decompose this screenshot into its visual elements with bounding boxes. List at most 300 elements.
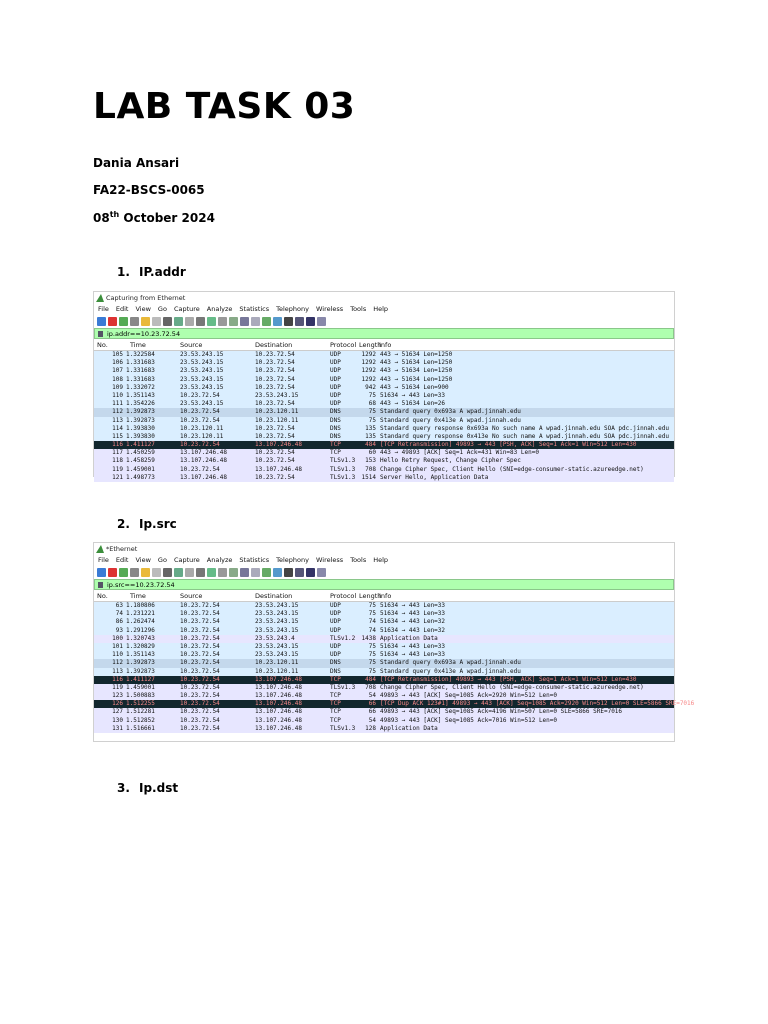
column-header-length[interactable]: Length xyxy=(359,341,382,349)
packet-source: 23.53.243.15 xyxy=(180,367,224,375)
toolbar-button-icon[interactable] xyxy=(306,568,315,577)
toolbar-button-icon[interactable] xyxy=(295,568,304,577)
packet-info: 51634 → 443 Len=32 xyxy=(380,618,446,626)
window-title-bar xyxy=(94,292,674,304)
packet-destination: 23.53.243.15 xyxy=(255,610,299,618)
toolbar-button-icon[interactable] xyxy=(141,568,150,577)
packet-source: 10.23.72.54 xyxy=(180,416,220,424)
submission-date: 08th October 2024 xyxy=(93,210,215,225)
packet-source: 10.23.72.54 xyxy=(180,465,220,473)
packet-info: 49893 → 443 [ACK] Seq=1085 Ack=2920 Win=512 Len=0 xyxy=(380,692,558,700)
packet-info: 443 → 51634 Len=1250 xyxy=(380,359,453,367)
packet-source: 10.23.72.54 xyxy=(180,724,220,732)
toolbar-button-icon[interactable] xyxy=(119,317,128,326)
menu-item[interactable]: Telephony xyxy=(276,556,309,564)
packet-protocol: TCP xyxy=(330,700,341,708)
packet-length: 75 xyxy=(368,416,376,424)
packet-source: 10.23.72.54 xyxy=(180,667,220,675)
packet-time: 1.332072 xyxy=(126,383,155,391)
toolbar-button-icon[interactable] xyxy=(262,317,271,326)
packet-source: 10.23.120.11 xyxy=(180,424,224,432)
packet-info: 49893 → 443 [ACK] Seq=1085 Ack=4196 Win=507 Len=0 SLE=5866 SRE=7016 xyxy=(380,708,623,716)
menu-item[interactable]: Analyze xyxy=(206,305,233,313)
toolbar-button-icon[interactable] xyxy=(251,317,260,326)
wireshark-screenshot-ip-addr xyxy=(93,291,675,481)
packet-info: Standard query response 0x413e No such name A wpad.jinnah.edu SOA pdc.jinnah.edu xyxy=(380,432,669,440)
packet-number: 126 xyxy=(112,700,123,708)
display-filter-input[interactable] xyxy=(94,579,674,590)
packet-destination: 10.23.72.54 xyxy=(255,375,295,383)
packet-destination: 13.107.246.48 xyxy=(255,683,302,691)
toolbar-button-icon[interactable] xyxy=(196,568,205,577)
packet-info: Application Data xyxy=(380,724,438,732)
packet-length: 1292 xyxy=(361,367,376,375)
bookmark-icon[interactable] xyxy=(98,331,103,337)
toolbar-button-icon[interactable] xyxy=(108,317,117,326)
packet-destination: 13.107.246.48 xyxy=(255,724,302,732)
packet-row[interactable] xyxy=(94,457,674,465)
packet-number: 116 xyxy=(112,441,123,449)
packet-info: 51634 → 443 Len=33 xyxy=(380,642,446,650)
packet-info: [TCP Retransmission] 49893 → 443 [PSH, ACK] Seq=1 Ack=1 Win=512 Len=430 xyxy=(380,441,637,449)
packet-destination: 23.53.243.4 xyxy=(255,634,295,642)
column-header-destination[interactable]: Destination xyxy=(255,341,293,349)
packet-length: 942 xyxy=(365,383,376,391)
column-header-time[interactable]: Time xyxy=(130,592,146,600)
packet-info: Standard query 0x693a A wpad.jinnah.edu xyxy=(380,659,521,667)
packet-row[interactable] xyxy=(94,708,674,716)
packet-row[interactable] xyxy=(94,359,674,367)
packet-row[interactable] xyxy=(94,351,674,359)
packet-time: 1.291296 xyxy=(126,626,155,634)
packet-destination: 10.23.72.54 xyxy=(255,449,295,457)
packet-length: 54 xyxy=(368,716,376,724)
toolbar-button-icon[interactable] xyxy=(97,317,106,326)
toolbar-button-icon[interactable] xyxy=(152,317,161,326)
packet-time: 1.392873 xyxy=(126,408,155,416)
packet-protocol: TCP xyxy=(330,441,341,449)
display-filter-value: ip.addr==10.23.72.54 xyxy=(107,330,181,338)
packet-destination: 13.107.246.48 xyxy=(255,692,302,700)
packet-number: 114 xyxy=(112,424,123,432)
packet-info: [TCP Dup ACK 123#1] 49893 → 443 [ACK] Seq=1085 Ack=2920 Win=512 Len=0 SLE=5866 SRE=7016 xyxy=(380,700,695,708)
toolbar-button-icon[interactable] xyxy=(141,317,150,326)
packet-source: 13.107.246.48 xyxy=(180,449,227,457)
packet-time: 1.331683 xyxy=(126,367,155,375)
packet-row[interactable] xyxy=(94,651,674,659)
menu-item[interactable]: Wireless xyxy=(316,305,344,313)
packet-info: Change Cipher Spec, Client Hello (SNI=edge-consumer-static.azureedge.net) xyxy=(380,683,644,691)
column-header-info[interactable]: Info xyxy=(379,592,392,600)
packet-length: 66 xyxy=(368,708,376,716)
packet-number: 107 xyxy=(112,367,123,375)
column-header-destination[interactable]: Destination xyxy=(255,592,293,600)
packet-length: 135 xyxy=(365,424,376,432)
packet-length: 75 xyxy=(368,610,376,618)
packet-destination: 10.23.120.11 xyxy=(255,667,299,675)
menu-item[interactable]: Capture xyxy=(173,305,200,313)
packet-length: 153 xyxy=(365,457,376,465)
column-header-source[interactable]: Source xyxy=(180,592,203,600)
packet-time: 1.351143 xyxy=(126,391,155,399)
display-filter-input[interactable] xyxy=(94,328,674,339)
packet-protocol: TCP xyxy=(330,716,341,724)
packet-source: 10.23.72.54 xyxy=(180,708,220,716)
packet-source: 23.53.243.15 xyxy=(180,383,224,391)
packet-row[interactable] xyxy=(94,376,674,384)
packet-destination: 10.23.120.11 xyxy=(255,416,299,424)
packet-protocol: UDP xyxy=(330,391,341,399)
packet-source: 10.23.72.54 xyxy=(180,659,220,667)
toolbar-button-icon[interactable] xyxy=(108,568,117,577)
packet-row[interactable] xyxy=(94,635,674,643)
section-heading-ip-dst: 3. Ip.dst xyxy=(117,781,179,795)
packet-protocol: TLSv1.3 xyxy=(330,465,356,473)
toolbar-button-icon[interactable] xyxy=(284,568,293,577)
packet-time: 1.392873 xyxy=(126,659,155,667)
packet-row[interactable] xyxy=(94,417,674,425)
packet-info: Server Hello, Application Data xyxy=(380,473,489,481)
menu-item[interactable]: View xyxy=(135,556,151,564)
packet-source: 10.23.72.54 xyxy=(180,441,220,449)
packet-number: 110 xyxy=(112,391,123,399)
column-header-time[interactable]: Time xyxy=(130,341,146,349)
toolbar-button-icon[interactable] xyxy=(130,568,139,577)
menu-item[interactable]: Analyze xyxy=(206,556,233,564)
packet-source: 10.23.72.54 xyxy=(180,651,220,659)
packet-source: 10.23.72.54 xyxy=(180,626,220,634)
packet-length: 75 xyxy=(368,659,376,667)
packet-protocol: DNS xyxy=(330,416,341,424)
packet-destination: 13.107.246.48 xyxy=(255,465,302,473)
packet-time: 1.320829 xyxy=(126,642,155,650)
packet-row[interactable] xyxy=(94,433,674,441)
packet-protocol: DNS xyxy=(330,667,341,675)
menu-item[interactable]: Statistics xyxy=(239,305,270,313)
packet-row[interactable] xyxy=(94,384,674,392)
packet-number: 110 xyxy=(112,651,123,659)
packet-length: 75 xyxy=(368,391,376,399)
packet-length: 66 xyxy=(368,700,376,708)
menu-item[interactable]: Wireless xyxy=(316,556,344,564)
packet-destination: 10.23.72.54 xyxy=(255,367,295,375)
packet-time: 1.354226 xyxy=(126,400,155,408)
packet-number: 111 xyxy=(112,400,123,408)
toolbar-button-icon[interactable] xyxy=(229,568,238,577)
packet-length: 75 xyxy=(368,651,376,659)
packet-time: 1.331683 xyxy=(126,375,155,383)
packet-number: 108 xyxy=(112,375,123,383)
packet-destination: 10.23.72.54 xyxy=(255,400,295,408)
packet-info: Standard query 0x413e A wpad.jinnah.edu xyxy=(380,416,521,424)
column-header-length[interactable]: Length xyxy=(359,592,382,600)
column-header-info[interactable]: Info xyxy=(379,341,392,349)
packet-info: 51634 → 443 Len=32 xyxy=(380,626,446,634)
packet-number: 93 xyxy=(115,626,123,634)
packet-source: 10.23.72.54 xyxy=(180,675,220,683)
bookmark-icon[interactable] xyxy=(98,582,103,588)
packet-row[interactable] xyxy=(94,474,674,482)
packet-row[interactable] xyxy=(94,725,674,733)
packet-number: 130 xyxy=(112,716,123,724)
toolbar-button-icon[interactable] xyxy=(218,568,227,577)
packet-row[interactable] xyxy=(94,602,674,610)
packet-row[interactable] xyxy=(94,643,674,651)
toolbar-button-icon[interactable] xyxy=(196,317,205,326)
packet-row[interactable] xyxy=(94,700,695,708)
packet-row[interactable] xyxy=(94,618,674,626)
window-title-bar xyxy=(94,543,674,555)
section-heading-ip-addr: 1. IP.addr xyxy=(117,265,186,279)
menu-item[interactable]: Go xyxy=(157,556,167,564)
menu-item[interactable]: Go xyxy=(157,305,167,313)
packet-source: 10.23.72.54 xyxy=(180,700,220,708)
packet-source: 10.23.72.54 xyxy=(180,602,220,609)
packet-row[interactable] xyxy=(94,425,674,433)
column-header-protocol[interactable]: Protocol xyxy=(330,592,357,600)
packet-number: 113 xyxy=(112,667,123,675)
registration-number: FA22-BSCS-0065 xyxy=(93,183,205,197)
packet-info: Standard query 0x413e A wpad.jinnah.edu xyxy=(380,667,521,675)
packet-protocol: TLSv1.2 xyxy=(330,634,356,642)
packet-number: 119 xyxy=(112,465,123,473)
packet-row[interactable] xyxy=(94,717,674,725)
packet-protocol: UDP xyxy=(330,359,341,367)
packet-time: 1.512852 xyxy=(126,716,155,724)
menu-item[interactable]: Edit xyxy=(115,305,129,313)
toolbar-button-icon[interactable] xyxy=(152,568,161,577)
packet-length: 1292 xyxy=(361,351,376,358)
packet-source: 10.23.72.54 xyxy=(180,683,220,691)
menu-item[interactable]: Capture xyxy=(173,556,200,564)
toolbar-button-icon[interactable] xyxy=(119,568,128,577)
packet-row[interactable] xyxy=(94,392,674,400)
toolbar-button-icon[interactable] xyxy=(207,568,216,577)
packet-info: 51634 → 443 Len=33 xyxy=(380,651,446,659)
toolbar-button-icon[interactable] xyxy=(130,317,139,326)
packet-length: 484 xyxy=(365,675,376,683)
packet-destination: 23.53.243.15 xyxy=(255,651,299,659)
packet-protocol: UDP xyxy=(330,618,341,626)
toolbar-button-icon[interactable] xyxy=(163,568,172,577)
menu-item[interactable]: Statistics xyxy=(239,556,270,564)
packet-time: 1.411127 xyxy=(126,441,155,449)
packet-destination: 10.23.120.11 xyxy=(255,408,299,416)
packet-length: 1292 xyxy=(361,359,376,367)
packet-number: 112 xyxy=(112,659,123,667)
packet-time: 1.498773 xyxy=(126,473,155,481)
packet-source: 13.107.246.48 xyxy=(180,457,227,465)
packet-time: 1.500883 xyxy=(126,692,155,700)
packet-info: 443 → 49893 [ACK] Seq=1 Ack=431 Win=83 Len=0 xyxy=(380,449,539,457)
packet-protocol: UDP xyxy=(330,383,341,391)
toolbar-button-icon[interactable] xyxy=(185,568,194,577)
menu-item[interactable]: View xyxy=(135,305,151,313)
packet-protocol: TLSv1.3 xyxy=(330,724,356,732)
packet-protocol: UDP xyxy=(330,351,341,358)
column-header-no[interactable]: No. xyxy=(97,592,108,600)
display-filter-value: ip.src==10.23.72.54 xyxy=(107,581,175,589)
toolbar-button-icon[interactable] xyxy=(251,568,260,577)
packet-protocol: UDP xyxy=(330,602,341,609)
menu-bar xyxy=(94,304,674,314)
menu-item[interactable]: Help xyxy=(373,556,389,564)
toolbar-button-icon[interactable] xyxy=(97,568,106,577)
packet-number: 127 xyxy=(112,708,123,716)
toolbar-button-icon[interactable] xyxy=(295,317,304,326)
menu-item[interactable]: Help xyxy=(373,305,389,313)
packet-info: Application Data xyxy=(380,634,438,642)
packet-destination: 10.23.120.11 xyxy=(255,659,299,667)
packet-row[interactable] xyxy=(94,659,674,667)
packet-info: 443 → 51634 Len=1250 xyxy=(380,367,453,375)
menu-bar xyxy=(94,555,674,565)
toolbar-button-icon[interactable] xyxy=(185,317,194,326)
packet-source: 10.23.72.54 xyxy=(180,716,220,724)
packet-row[interactable] xyxy=(94,684,674,692)
packet-row[interactable] xyxy=(94,400,674,408)
packet-time: 1.322584 xyxy=(126,351,155,358)
toolbar-button-icon[interactable] xyxy=(240,317,249,326)
packet-length: 74 xyxy=(368,618,376,626)
packet-time: 1.392873 xyxy=(126,416,155,424)
toolbar-button-icon[interactable] xyxy=(273,568,282,577)
wireshark-screenshot-ip-src xyxy=(93,542,695,742)
packet-destination: 13.107.246.48 xyxy=(255,700,302,708)
packet-protocol: TLSv1.3 xyxy=(330,457,356,465)
column-header-no[interactable]: No. xyxy=(97,341,108,349)
packet-protocol: DNS xyxy=(330,408,341,416)
packet-number: 105 xyxy=(112,351,123,358)
packet-time: 1.512281 xyxy=(126,708,155,716)
packet-number: 116 xyxy=(112,675,123,683)
packet-number: 131 xyxy=(112,724,123,732)
window-title: Capturing from Ethernet xyxy=(106,294,186,302)
packet-time: 1.512255 xyxy=(126,700,155,708)
packet-row[interactable] xyxy=(94,610,674,618)
wireshark-fin-icon xyxy=(96,294,104,302)
packet-row[interactable] xyxy=(94,627,674,635)
packet-source: 10.23.72.54 xyxy=(180,610,220,618)
packet-protocol: TCP xyxy=(330,708,341,716)
packet-row[interactable] xyxy=(94,692,674,700)
toolbar-button-icon[interactable] xyxy=(240,568,249,577)
menu-item[interactable]: File xyxy=(98,305,109,313)
packet-row[interactable] xyxy=(94,367,674,375)
packet-time: 1.351143 xyxy=(126,651,155,659)
packet-time: 1.262474 xyxy=(126,618,155,626)
packet-row[interactable] xyxy=(94,408,674,416)
packet-source: 10.23.72.54 xyxy=(180,634,220,642)
toolbar-button-icon[interactable] xyxy=(273,317,282,326)
packet-row[interactable] xyxy=(94,676,674,684)
packet-protocol: UDP xyxy=(330,367,341,375)
packet-source: 10.23.72.54 xyxy=(180,618,220,626)
packet-protocol: DNS xyxy=(330,432,341,440)
packet-number: 118 xyxy=(112,457,123,465)
packet-info: Standard query 0x693a A wpad.jinnah.edu xyxy=(380,408,521,416)
packet-source: 13.107.246.48 xyxy=(180,473,227,481)
packet-row[interactable] xyxy=(94,668,674,676)
toolbar-button-icon[interactable] xyxy=(174,317,183,326)
packet-info: 443 → 51634 Len=1250 xyxy=(380,351,453,358)
column-header-protocol[interactable]: Protocol xyxy=(330,341,357,349)
packet-info: [TCP Retransmission] 49893 → 443 [PSH, ACK] Seq=1 Ack=1 Win=512 Len=430 xyxy=(380,675,637,683)
toolbar-button-icon[interactable] xyxy=(207,317,216,326)
packet-info: 51634 → 443 Len=33 xyxy=(380,391,446,399)
packet-protocol: UDP xyxy=(330,610,341,618)
packet-destination: 10.23.72.54 xyxy=(255,473,295,481)
menu-item[interactable]: Telephony xyxy=(276,305,309,313)
packet-row[interactable] xyxy=(94,449,674,457)
packet-length: 75 xyxy=(368,408,376,416)
toolbar-button-icon[interactable] xyxy=(262,568,271,577)
main-toolbar xyxy=(94,314,674,328)
column-header-source[interactable]: Source xyxy=(180,341,203,349)
packet-info: 51634 → 443 Len=33 xyxy=(380,602,446,609)
packet-time: 1.180806 xyxy=(126,602,155,609)
toolbar-button-icon[interactable] xyxy=(174,568,183,577)
packet-info: 443 → 51634 Len=900 xyxy=(380,383,449,391)
packet-length: 1438 xyxy=(361,634,376,642)
packet-number: 100 xyxy=(112,634,123,642)
packet-time: 1.459001 xyxy=(126,465,155,473)
section-heading-ip-src: 2. Ip.src xyxy=(117,517,177,531)
packet-length: 75 xyxy=(368,602,376,609)
packet-number: 112 xyxy=(112,408,123,416)
packet-source: 23.53.243.15 xyxy=(180,400,224,408)
toolbar-button-icon[interactable] xyxy=(218,317,227,326)
toolbar-button-icon[interactable] xyxy=(229,317,238,326)
packet-length: 75 xyxy=(368,667,376,675)
toolbar-button-icon[interactable] xyxy=(163,317,172,326)
packet-destination: 13.107.246.48 xyxy=(255,708,302,716)
menu-item[interactable]: Edit xyxy=(115,556,129,564)
packet-protocol: UDP xyxy=(330,642,341,650)
menu-item[interactable]: Tools xyxy=(350,556,367,564)
toolbar-button-icon[interactable] xyxy=(306,317,315,326)
packet-protocol: DNS xyxy=(330,659,341,667)
packet-info: 443 → 51634 Len=1250 xyxy=(380,375,453,383)
packet-protocol: DNS xyxy=(330,424,341,432)
packet-source: 10.23.72.54 xyxy=(180,391,220,399)
packet-number: 121 xyxy=(112,473,123,481)
packet-length: 708 xyxy=(365,465,376,473)
packet-row[interactable] xyxy=(94,466,674,474)
packet-number: 113 xyxy=(112,416,123,424)
packet-info: Hello Retry Request, Change Cipher Spec xyxy=(380,457,521,465)
menu-item[interactable]: File xyxy=(98,556,109,564)
packet-destination: 23.53.243.15 xyxy=(255,626,299,634)
document-title: LAB TASK 03 xyxy=(93,86,356,127)
packet-info: 49893 → 443 [ACK] Seq=1085 Ack=7016 Win=512 Len=0 xyxy=(380,716,558,724)
packet-number: 123 xyxy=(112,692,123,700)
toolbar-button-icon[interactable] xyxy=(317,568,326,577)
packet-length: 1514 xyxy=(361,473,376,481)
author-name: Dania Ansari xyxy=(93,156,180,170)
packet-destination: 13.107.246.48 xyxy=(255,675,302,683)
packet-number: 117 xyxy=(112,449,123,457)
menu-item[interactable]: Tools xyxy=(350,305,367,313)
packet-source: 10.23.72.54 xyxy=(180,408,220,416)
toolbar-button-icon[interactable] xyxy=(317,317,326,326)
packet-time: 1.392873 xyxy=(126,667,155,675)
toolbar-button-icon[interactable] xyxy=(284,317,293,326)
packet-destination: 23.53.243.15 xyxy=(255,602,299,609)
packet-length: 60 xyxy=(368,449,376,457)
packet-row[interactable] xyxy=(94,441,674,449)
packet-number: 63 xyxy=(115,602,123,609)
